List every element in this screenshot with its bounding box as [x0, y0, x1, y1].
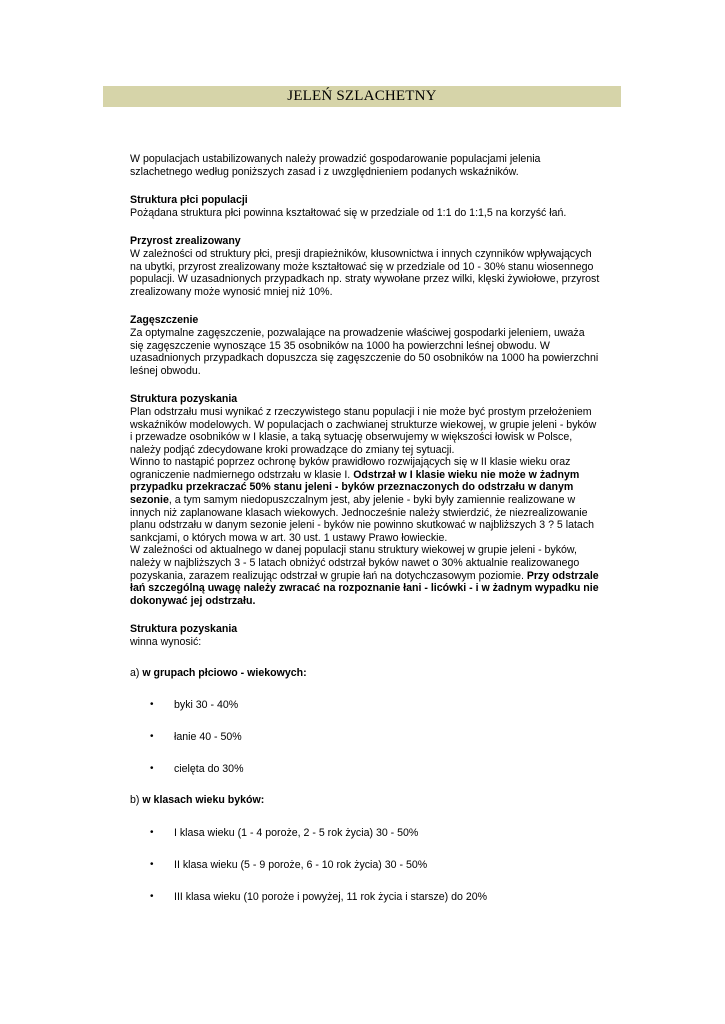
list-item-text: byki 30 - 40%	[174, 699, 239, 712]
section-text: winna wynosić:	[130, 636, 202, 648]
list-label: w grupach płciowo - wiekowych:	[142, 666, 307, 679]
list-item	[130, 827, 600, 840]
section-harvest-structure	[130, 393, 600, 607]
bold-text-run: Przy odstrzale łań szczególną uwagę należy zwracać na rozpoznanie łani - licówki - i w żadnym wypadku nie dokonywać jej odstrzału.	[130, 569, 599, 607]
section-paragraph-3	[130, 544, 600, 607]
section-heading: Struktura pozyskania	[130, 623, 238, 636]
section-sex-structure	[130, 194, 600, 219]
list-item	[130, 859, 600, 872]
page-title: JELEŃ SZLACHETNY	[287, 88, 437, 104]
text-run: , a tym samym niedopuszczalnym jest, aby jelenie - byki były zamiennie realizowane w innych niż zaplanowane klasach wiekowych. Jednocześnie należy stwierdzić, że niezrealizowanie planu odstrzału w danym sezonie jeleni - byków nie powinno skutkować w najbliższych 3 ? 5 latach sankcjami, o których mowa w art. 30 ust. 1 ustawy Prawo łowieckie.	[130, 494, 595, 544]
list-prefix: a)	[130, 666, 143, 679]
bullet-icon: •	[150, 763, 154, 775]
intro-paragraph: W populacjach ustabilizowanych należy prowadzić gospodarowanie populacjami jelenia szlachetnego według poniższych zasad i z uwzględnieniem podanych wskaźników.	[130, 153, 541, 178]
list-item	[130, 699, 600, 712]
section-text: Pożądana struktura płci powinna kształtować się w przedziale od 1:1 do 1:1,5 na korzyść łań.	[130, 206, 567, 219]
group-a-list	[130, 699, 600, 776]
section-text: W zależności od struktury płci, presji drapieżników, kłusownictwa i innych czynników wpływających na ubytki, przyrost zrealizowany może kształtować się w przedziale od 10 - 30% stanu wiosennego populacji. W uzasadnionych przypadkach np. straty wywołane przez wilki, klęski żywiołowe, przyrost zrealizowany może wynosić mniej niż 10%.	[130, 247, 600, 298]
bullet-icon: •	[150, 826, 154, 838]
section-growth	[130, 235, 600, 298]
list-item-text: III klasa wieku (10 poroże i powyżej, 11 rok życia i starsze) do 20%	[174, 890, 488, 903]
group-b-list	[130, 827, 600, 904]
list-item-text: II klasa wieku (5 - 9 poroże, 6 - 10 rok życia) 30 - 50%	[174, 858, 428, 871]
section-paragraph-1: Plan odstrzału musi wynikać z rzeczywistego stanu populacji i nie może być prostym przełożeniem wskaźników modelowych. W populacjach o zachwianej strukturze wiekowej, w grupie jeleni - byków i przewadze osobników w I klasie, a taką sytuację obserwujemy w większości łowisk w Polsce, należy podjąć zdecydowane kroki prowadzące do zmiany tej sytuacji.	[130, 405, 597, 456]
bullet-icon: •	[150, 699, 154, 711]
title-bar	[103, 86, 621, 107]
list-item-text: cielęta do 30%	[174, 763, 244, 776]
section-paragraph-2	[130, 456, 600, 544]
list-item-text: I klasa wieku (1 - 4 poroże, 2 - 5 rok życia) 30 - 50%	[174, 826, 419, 839]
list-item	[130, 763, 600, 776]
list-item	[130, 731, 600, 744]
bullet-icon: •	[150, 858, 154, 870]
section-heading: Zagęszczenie	[130, 314, 199, 327]
list-item-text: łanie 40 - 50%	[174, 731, 242, 744]
text-run: Winno to nastąpić poprzez ochronę byków prawidłowo rozwijających się w II klasie wieku oraz ograniczenie nadmiernego odstrzału w klasie I.	[130, 456, 571, 481]
bullet-icon: •	[150, 890, 154, 902]
section-density	[130, 314, 600, 377]
bullet-icon: •	[150, 731, 154, 743]
document-body	[130, 153, 600, 903]
list-prefix: b)	[130, 793, 143, 806]
section-text: Za optymalne zagęszczenie, pozwalające na prowadzenie właściwej gospodarki jeleniem, uważa się zagęszczenie wynoszące 15 35 osobników na 1000 ha powierzchni leśnej obwodu. W uzasadnionych przypadkach dopuszcza się zagęszczenie do 50 osobników na 1000 ha powierzchni leśnej obwodu.	[130, 326, 599, 377]
section-heading: Struktura płci populacji	[130, 194, 248, 207]
group-a-label	[130, 667, 600, 680]
group-b-label	[130, 794, 600, 807]
list-label: w klasach wieku byków:	[142, 793, 265, 806]
text-run: W zależności od aktualnego w danej populacji stanu struktury wiekowej w grupie jeleni - byków, należy w najbliższych 3 - 5 latach obniżyć odstrzał byków nawet o 30% aktualnie realizowanego pozyskania, zarazem realizując odstrzał w grupie łań na dotychczasowym poziomie.	[130, 544, 580, 582]
section-heading: Przyrost zrealizowany	[130, 235, 241, 248]
bold-text-run: Odstrzał w I klasie wieku nie może w żadnym przypadku przekraczać 50% stanu jeleni - byków przeznaczonych do odstrzału w danym sezonie	[130, 468, 580, 507]
section-heading: Struktura pozyskania	[130, 393, 238, 406]
section-harvest-structure-2	[130, 623, 600, 648]
list-item	[130, 891, 600, 904]
